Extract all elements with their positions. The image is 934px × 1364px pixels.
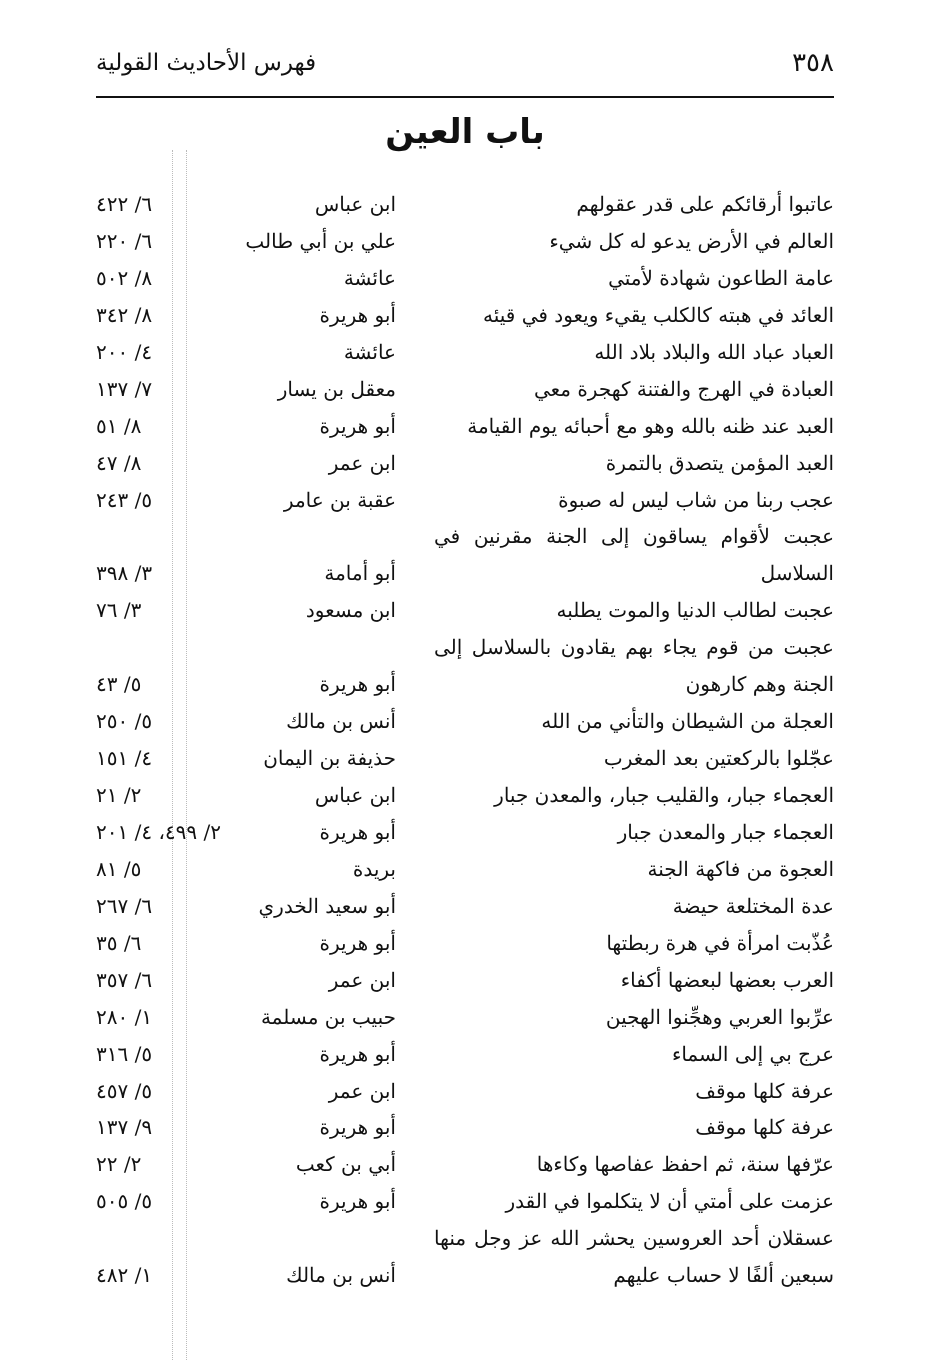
volume-page-ref (96, 482, 256, 519)
index-entry (0, 703, 934, 740)
hadith-text: العبد المؤمن يتصدق بالتمرة (605, 450, 834, 475)
ref-text: ٥/ ٤٣ (96, 672, 142, 697)
volume-page-ref (96, 962, 256, 999)
index-entry (0, 1183, 934, 1220)
index-entry (0, 629, 934, 666)
volume-page-ref (96, 445, 256, 482)
hadith-text: العجلة من الشيطان والتأني من الله (541, 709, 834, 734)
ref-text: ٣/ ٧٦ (96, 598, 142, 623)
index-entry (0, 223, 934, 260)
index-entry (0, 482, 934, 519)
hadith-text: العجماء جبار، والقليب جبار، والمعدن جبار (494, 783, 834, 807)
index-entry (0, 888, 934, 925)
ref-text: ٦/ ٤٢٢ (96, 192, 153, 216)
ref-text: ٥/ ٣١٦ (96, 1041, 153, 1066)
volume-page-ref (96, 518, 256, 555)
hadith-text: العبد عند ظنه بالله وهو مع أحبائه يوم القيامة (467, 413, 834, 438)
volume-page-ref (96, 371, 256, 408)
index-entry (0, 1036, 934, 1073)
hadith-text: عجبت لطالب الدنيا والموت يطلبه (556, 598, 834, 623)
ref-text: ٥/ ٤٥٧ (96, 1078, 153, 1103)
narrator: عقبة بن عامر (283, 487, 396, 512)
index-entry (0, 555, 934, 592)
volume-page-ref (96, 999, 256, 1036)
narrator: ابن عباس (314, 192, 396, 216)
narrator: معقل بن يسار (277, 376, 396, 401)
hadith-text: عجبت من قوم يجاء بهم يقادون بالسلاسل إلى (434, 635, 834, 660)
ref-text: ٥/ ٢٤٣ (96, 487, 153, 512)
index-entry (0, 740, 934, 777)
volume-page-ref (96, 297, 256, 334)
ref-text: ٦/ ٢٦٧ (96, 893, 153, 918)
narrator: أبو هريرة (319, 1041, 396, 1066)
volume-page-ref (96, 408, 256, 445)
hadith-text: العبادة في الهرج والفتنة كهجرة معي (533, 376, 834, 401)
ref-text: ٤/ ٢٠٠ (96, 339, 153, 364)
hadith-text: العائد في هبته كالكلب يقيء ويعود في قيئه (483, 302, 834, 327)
ref-text: ٨/ ٣٤٢ (96, 302, 153, 327)
volume-page-ref (96, 666, 256, 703)
hadith-text: السلاسل (760, 561, 834, 586)
hadith-text: عجبت لأقوام يساقون إلى الجنة مقرنين في (434, 524, 834, 549)
volume-page-ref (96, 334, 256, 371)
hadith-text: عُذّبت امرأة في هرة ربطتها (606, 930, 834, 955)
volume-page-ref (96, 1183, 256, 1220)
hadith-text: العجماء جبار والمعدن جبار (617, 819, 834, 844)
hadith-text: العباد عباد الله والبلاد بلاد الله (594, 339, 834, 364)
narrator: ابن عمر (328, 967, 396, 992)
volume-page-ref (96, 777, 256, 814)
ref-text: ٨/ ٥٠٢ (96, 265, 153, 290)
index-entry (0, 666, 934, 703)
hadith-text: عرج بي إلى السماء (671, 1041, 834, 1066)
ref-text: ٢/ ٢٢ (96, 1152, 142, 1177)
volume-page-ref (96, 888, 256, 925)
narrator: أبو هريرة (319, 1189, 396, 1214)
ref-text: ٣/ ٣٩٨ (96, 561, 153, 586)
hadith-text: عرفة كلها موقف (695, 1115, 834, 1140)
volume-page-ref (96, 223, 256, 260)
volume-page-ref (96, 703, 256, 740)
ref-text: ٤/ ١٥١ (96, 746, 153, 771)
hadith-text: عزمت على أمتي أن لا يتكلموا في القدر (505, 1189, 834, 1214)
volume-page-ref (96, 1109, 256, 1146)
volume-page-ref (96, 851, 256, 888)
index-entry (0, 334, 934, 371)
hadith-text: عرّفها سنة، ثم احفظ عفاصها وكاءها (536, 1152, 834, 1177)
ref-text: ٢/ ٤٩٩، ٤/ ٢٠١ (96, 819, 221, 844)
index-entry (0, 592, 934, 629)
index-entry (0, 962, 934, 999)
narrator: حبيب بن مسلمة (260, 1004, 396, 1029)
narrator: ابن مسعود (305, 598, 396, 623)
hadith-text: عدة المختلعة حيضة (672, 893, 834, 918)
narrator: أبو هريرة (319, 413, 396, 438)
ref-text: ٢/ ٢١ (96, 783, 142, 807)
ref-text: ٧/ ١٣٧ (96, 376, 153, 401)
volume-page-ref (96, 740, 256, 777)
volume-page-ref (96, 592, 256, 629)
hadith-text: العجوة من فاكهة الجنة (647, 856, 834, 881)
narrator: أبي بن كعب (295, 1152, 396, 1177)
index-entry (0, 371, 934, 408)
volume-page-ref (96, 629, 256, 666)
ref-text: ٦/ ٢٢٠ (96, 228, 153, 253)
narrator: علي بن أبي طالب (245, 228, 396, 253)
index-entry (0, 925, 934, 962)
narrator: أنس بن مالك (286, 1263, 396, 1288)
narrator: أبو أمامة (324, 561, 396, 586)
narrator: أبو هريرة (319, 302, 396, 327)
index-entry (0, 1146, 934, 1183)
index-entry (0, 1257, 934, 1294)
volume-page-ref (96, 1257, 256, 1294)
narrator: أبو هريرة (319, 930, 396, 955)
page-header (96, 40, 834, 98)
hadith-text: العالم في الأرض يدعو له كل شيء (549, 228, 834, 253)
volume-page-ref (96, 814, 256, 851)
ref-text: ٥/ ٥٠٥ (96, 1189, 153, 1214)
index-entry (0, 445, 934, 482)
index-entry (0, 1073, 934, 1110)
ref-text: ٩/ ١٣٧ (96, 1115, 153, 1140)
hadith-text: عامة الطاعون شهادة لأمتي (608, 265, 834, 290)
narrator: أنس بن مالك (286, 709, 396, 734)
hadith-text: الجنة وهم كارهون (685, 672, 834, 697)
volume-page-ref (96, 925, 256, 962)
volume-page-ref (96, 260, 256, 297)
index-entry (0, 186, 934, 223)
index-entry (0, 814, 934, 851)
chapter-title: باب العين (385, 112, 545, 152)
ref-text: ٥/ ٢٥٠ (96, 709, 153, 734)
ref-text: ١/ ٤٨٢ (96, 1263, 153, 1288)
hadith-text: عسقلان أحد العروسين يحشر الله عز وجل منها (434, 1226, 834, 1251)
volume-page-ref (96, 186, 256, 223)
narrator: ابن عمر (328, 450, 396, 475)
narrator: أبو سعيد الخدري (258, 893, 396, 918)
volume-page-ref (96, 555, 256, 592)
index-entry (0, 408, 934, 445)
hadith-text: عاتبوا أرقائكم على قدر عقولهم (576, 192, 834, 216)
index-entry (0, 1109, 934, 1146)
narrator: حذيفة بن اليمان (263, 746, 396, 771)
index-entry (0, 999, 934, 1036)
volume-page-ref (96, 1146, 256, 1183)
hadith-index-list (0, 186, 934, 1294)
ref-text: ١/ ٢٨٠ (96, 1004, 153, 1029)
hadith-text: عرفة كلها موقف (695, 1078, 834, 1103)
volume-page-ref (96, 1220, 256, 1257)
hadith-text: عرِّبوا العربي وهجِّنوا الهجين (605, 1004, 834, 1029)
hadith-text: عجب ربنا من شاب ليس له صبوة (558, 487, 834, 512)
narrator: ابن عباس (314, 783, 396, 807)
page-number: ٣٥٨ (792, 48, 834, 78)
narrator: أبو هريرة (319, 672, 396, 697)
ref-text: ٥/ ٨١ (96, 856, 142, 881)
ref-text: ٦/ ٣٥٧ (96, 967, 153, 992)
narrator: بريدة (352, 856, 396, 881)
index-entry (0, 1220, 934, 1257)
index-entry (0, 518, 934, 555)
narrator: أبو هريرة (319, 819, 396, 844)
ref-text: ٨/ ٤٧ (96, 450, 142, 475)
narrator: عائشة (343, 339, 396, 364)
hadith-text: سبعين ألفًا لا حساب عليهم (613, 1263, 834, 1288)
ref-text: ٨/ ٥١ (96, 413, 142, 438)
running-title: فهرس الأحاديث القولية (96, 50, 317, 76)
index-entry (0, 260, 934, 297)
index-entry (0, 297, 934, 334)
index-entry (0, 777, 934, 814)
narrator: ابن عمر (328, 1078, 396, 1103)
narrator: أبو هريرة (319, 1115, 396, 1140)
narrator: عائشة (343, 265, 396, 290)
hadith-text: العرب بعضها لبعضها أكفاء (620, 967, 834, 992)
hadith-text: عجّلوا بالركعتين بعد المغرب (603, 746, 834, 771)
ref-text: ٦/ ٣٥ (96, 930, 142, 955)
volume-page-ref (96, 1073, 256, 1110)
index-entry (0, 851, 934, 888)
volume-page-ref (96, 1036, 256, 1073)
